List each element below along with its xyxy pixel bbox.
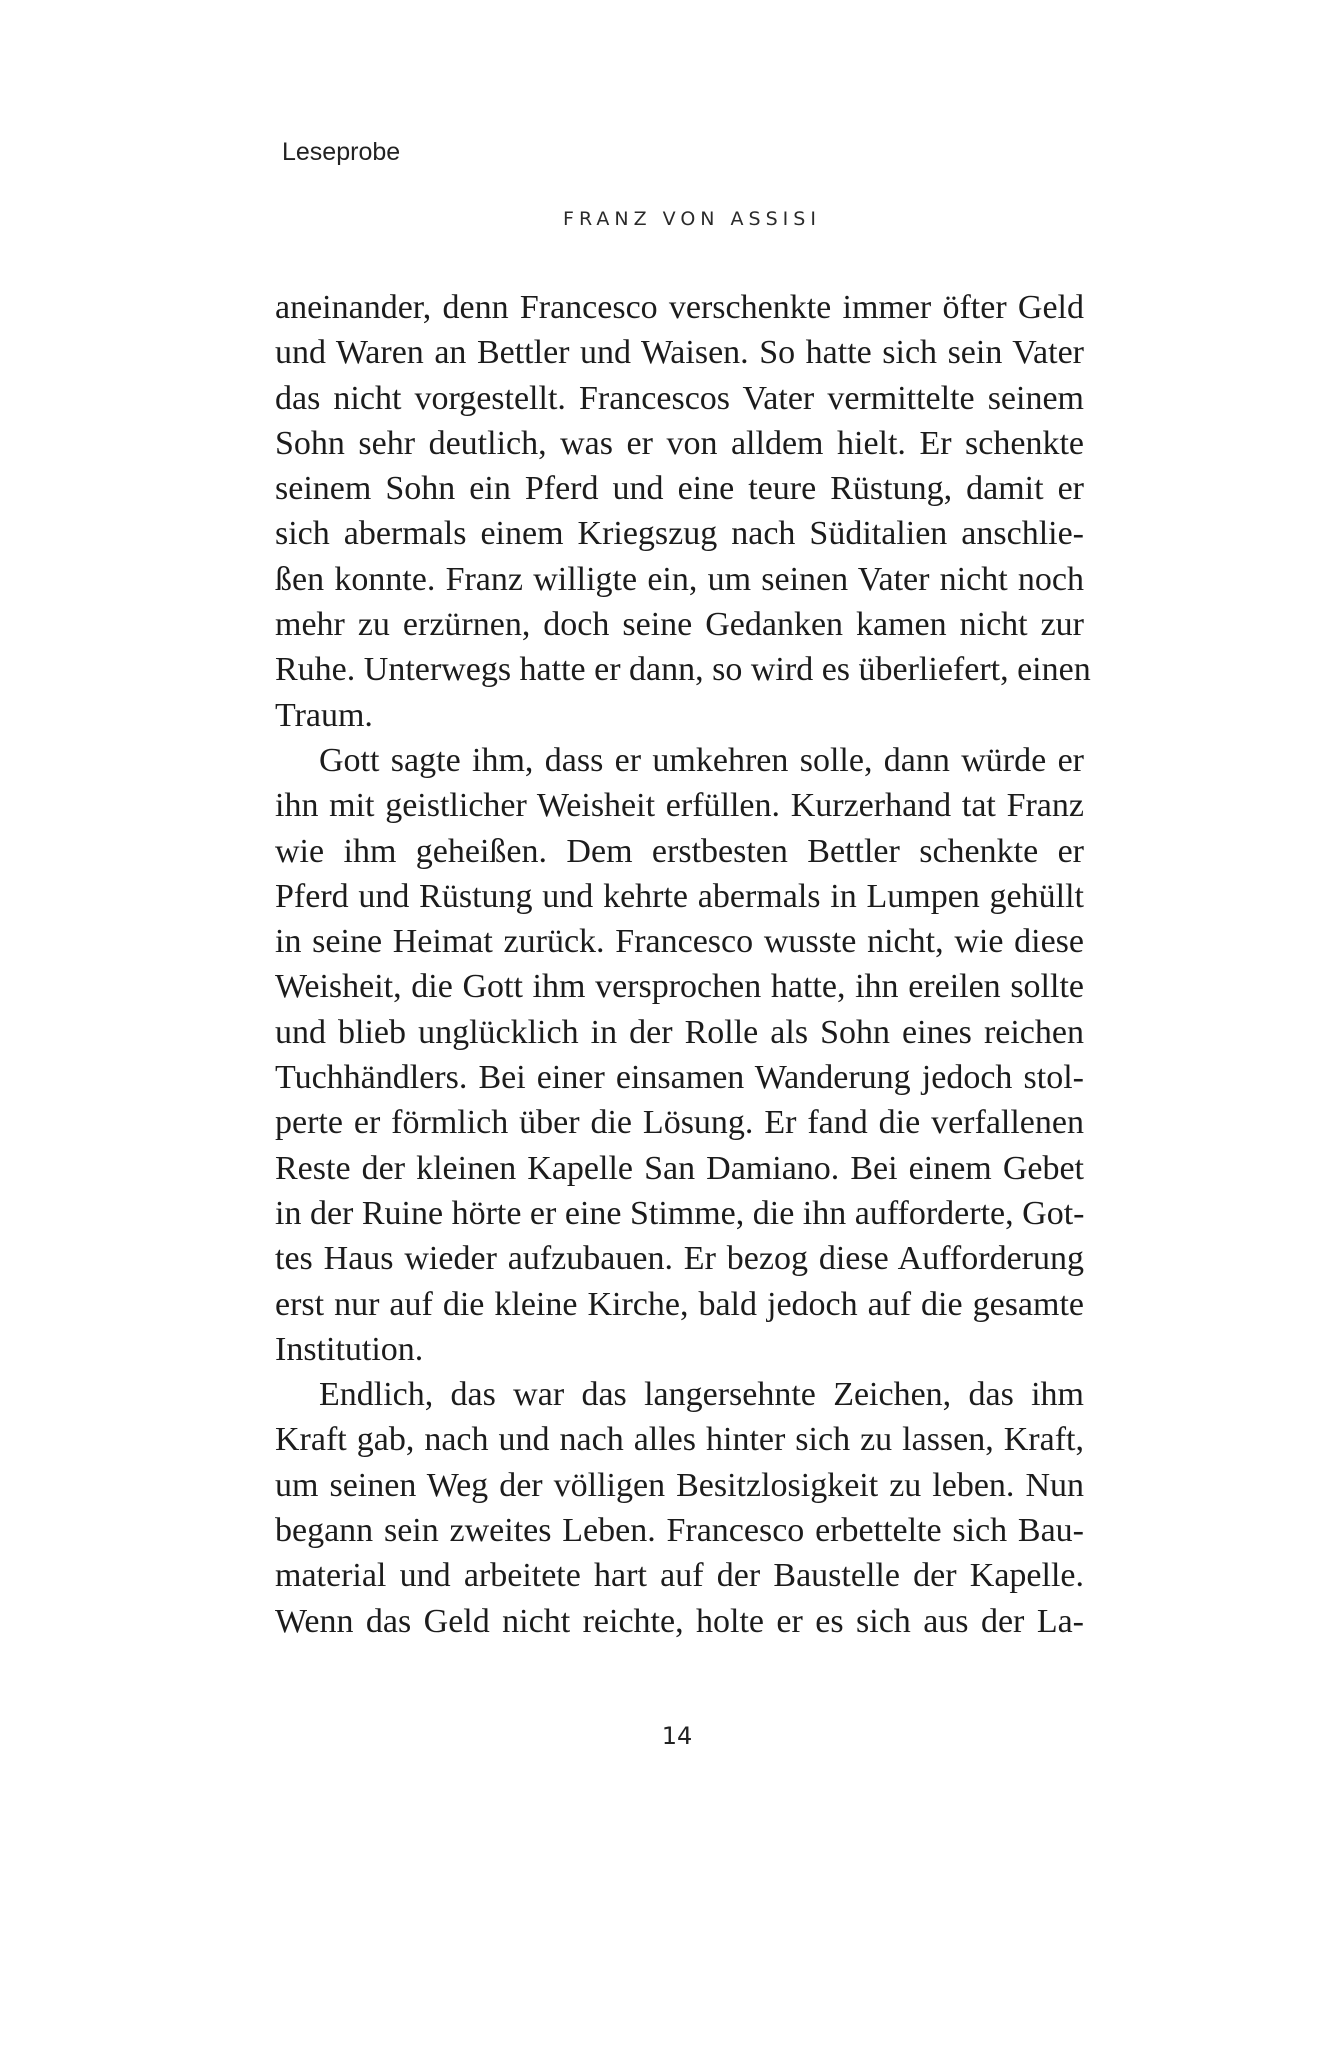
text-line: um seinen Weg der völligen Besitzlosigkeit zu leben. Nun [275,1466,1084,1504]
text-line: erst nur auf die kleine Kirche, bald jedoch auf die gesamte [275,1285,1084,1323]
text-line: ihn mit geistlicher Weisheit erfüllen. Kurzerhand tat Franz [275,787,1084,825]
leseprobe-label: Leseprobe [282,138,401,166]
text-line: Wenn das Geld nicht reichte, holte er es sich aus der La- [275,1602,1084,1640]
text-line: und blieb unglücklich in der Rolle als Sohn eines reichen [275,1013,1084,1051]
text-line: aneinander, denn Francesco verschenkte immer öfter Geld [275,289,1084,326]
text-line: wie ihm geheißen. Dem erstbesten Bettler schenkte er [275,832,1084,870]
text-line: in der Ruine hörte er eine Stimme, die ihn aufforderte, Got- [275,1194,1085,1232]
text-line: Gott sagte ihm, dass er umkehren solle, dann würde er [319,741,1084,779]
text-line: Institution. [275,1330,424,1368]
text-line: Weisheit, die Gott ihm versprochen hatte, ihn ereilen sollte [275,968,1084,1006]
text-line: Endlich, das war das langersehnte Zeichen, das ihm [319,1376,1084,1414]
running-head: FRANZ VON ASSISI [563,208,821,230]
text-line: in seine Heimat zurück. Francesco wusste nicht, wie diese [275,923,1084,961]
text-line: Sohn sehr deutlich, was er von alldem hielt. Er schenkte [275,424,1084,462]
text-line: begann sein zweites Leben. Francesco erbettelte sich Bau- [275,1512,1084,1550]
page-number: 14 [661,1722,693,1750]
text-line: Tuchhändlers. Bei einer einsamen Wanderung jedoch stol- [275,1059,1084,1097]
text-line: das nicht vorgestellt. Francescos Vater vermittelte seinem [275,379,1084,417]
text-line: mehr zu erzürnen, doch seine Gedanken kamen nicht zur [275,606,1084,644]
text-line: tes Haus wieder aufzubauen. Er bezog diese Aufforderung [275,1240,1084,1278]
text-line: ßen konnte. Franz willigte ein, um seinen Vater nicht noch [275,560,1084,598]
body-text [275,285,1091,1644]
text-line: perte er förmlich über die Lösung. Er fand die verfallenen [275,1104,1084,1142]
text-line: material und arbeitete hart auf der Baustelle der Kapelle. [275,1557,1084,1595]
text-line: und Waren an Bettler und Waisen. So hatte sich sein Vater [275,334,1084,372]
text-line: sich abermals einem Kriegszug nach Süditalien anschlie- [275,515,1084,553]
text-line: seinem Sohn ein Pferd und eine teure Rüstung, damit er [275,470,1084,508]
text-line: Ruhe. Unterwegs hatte er dann, so wird es überliefert, einen [275,651,1091,689]
text-line: Traum. [275,696,373,734]
text-line: Kraft gab, nach und nach alles hinter sich zu lassen, Kraft, [275,1421,1084,1459]
text-line: Pferd und Rüstung und kehrte abermals in Lumpen gehüllt [275,877,1084,915]
text-line: Reste der kleinen Kapelle San Damiano. Bei einem Gebet [275,1149,1084,1187]
